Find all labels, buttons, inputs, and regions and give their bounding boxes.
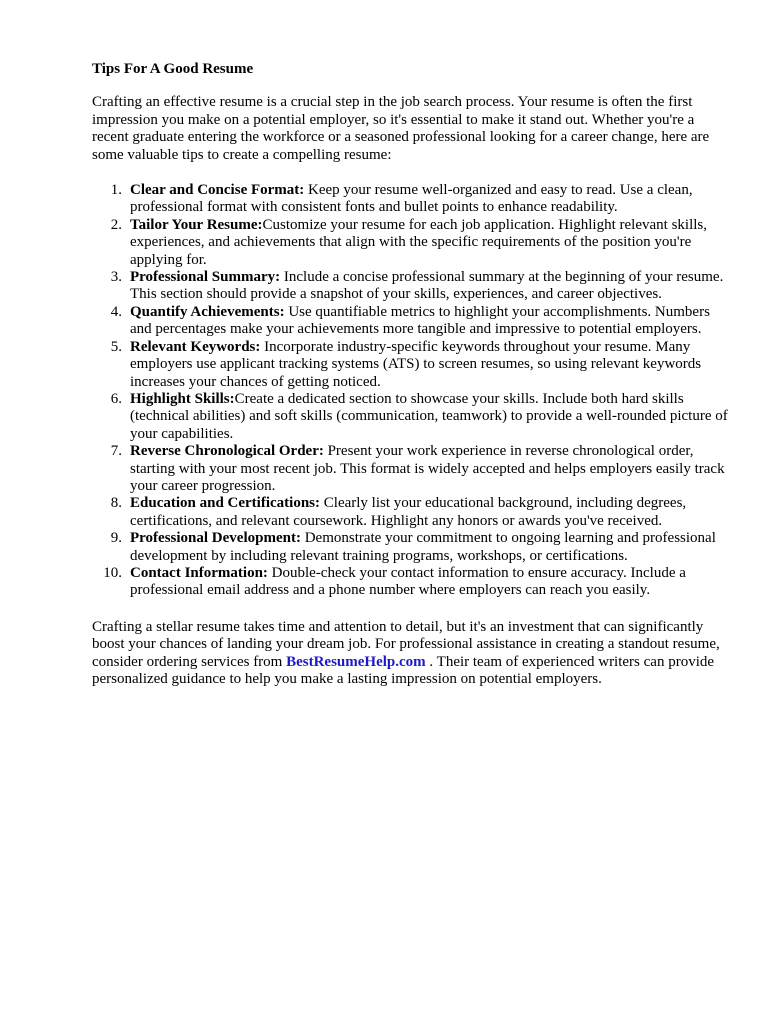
list-number: 9. <box>110 530 122 547</box>
intro-paragraph: Crafting an effective resume is a crucial step in the job search process. Your resume is often the first impression you make on a potential employer, so it's essential to make it stand out. Whether you're a recent graduate entering the workforce or a seasoned professional looking for a career change, here are some valuable tips to create a compelling resume: <box>92 94 710 163</box>
list-number: 8. <box>110 495 122 512</box>
tips-list <box>92 182 728 600</box>
tip-heading: Relevant Keywords: <box>130 338 261 355</box>
tip-body: Customize your resume for each job application. Highlight relevant skills, experiences, and achievements that align with the specific requirements of the position you're applying for. <box>130 216 707 268</box>
tip-heading: Education and Certifications: <box>130 495 321 512</box>
tip-body: Clearly list your educational background, including degrees, certifications, and relevant coursework. Highlight any honors or awards you've received. <box>130 495 687 529</box>
list-item <box>92 339 728 391</box>
tip-heading: Highlight Skills: <box>130 390 235 407</box>
document-title: Tips For A Good Resume <box>92 61 254 77</box>
list-number: 6. <box>110 390 122 407</box>
list-item <box>92 443 728 495</box>
tip-body: Demonstrate your commitment to ongoing learning and professional development by including relevant training programs, workshops, or certifications. <box>130 530 716 564</box>
tip-body: Keep your resume well-organized and easy to read. Use a clean, professional format with consistent fonts and bullet points to enhance readability. <box>130 182 693 216</box>
list-item <box>92 495 728 530</box>
list-item <box>92 269 728 304</box>
list-item <box>92 217 728 269</box>
list-item <box>92 182 728 217</box>
tip-heading: Clear and Concise Format: <box>130 182 305 199</box>
list-number: 1. <box>110 182 122 199</box>
list-item <box>92 530 728 565</box>
tip-body: Create a dedicated section to showcase your skills. Include both hard skills (technical abilities) and soft skills (communication, teamwork) to provide a well-rounded picture of your capabilities. <box>130 390 728 442</box>
tip-body: Include a concise professional summary at the beginning of your resume. This section should provide a snapshot of your skills, experiences, and career objectives. <box>130 269 724 303</box>
list-item <box>92 565 728 600</box>
list-number: 10. <box>103 564 122 581</box>
list-number: 2. <box>110 216 122 233</box>
closing-paragraph <box>92 619 728 689</box>
tip-body: Use quantifiable metrics to highlight your accomplishments. Numbers and percentages make your achievements more tangible and impressive to potential employers. <box>130 303 710 338</box>
closing-text-before: Crafting a stellar resume takes time and attention to detail, but it's an investment that can significantly boost your chances of landing your dream job. For professional assistance in creating a standout resume, consider ordering services from <box>92 618 720 670</box>
list-item <box>92 304 728 339</box>
tip-heading: Contact Information: <box>130 564 268 581</box>
tip-heading: Quantify Achievements: <box>130 303 285 320</box>
tip-heading: Professional Summary: <box>130 269 281 286</box>
list-number: 5. <box>110 338 122 355</box>
tip-heading: Reverse Chronological Order: <box>130 443 324 460</box>
tip-heading: Professional Development: <box>130 530 301 547</box>
list-item <box>92 391 728 443</box>
list-number: 4. <box>110 303 122 320</box>
tip-body: Incorporate industry-specific keywords throughout your resume. Many employers use applicant tracking systems (ATS) to screen resumes, so using relevant keywords increases your chances of getting noticed. <box>130 338 702 390</box>
tip-heading: Tailor Your Resume: <box>130 216 263 233</box>
bestresumehelp-link[interactable]: BestResumeHelp.com <box>286 653 426 670</box>
list-number: 3. <box>110 269 122 286</box>
tip-body: Double-check your contact information to ensure accuracy. Include a professional email address and a phone number where employers can reach you easily. <box>130 564 686 599</box>
closing-text-after: . Their team of experienced writers can provide personalized guidance to help you make a lasting impression on potential employers. <box>92 653 715 687</box>
tip-body: Present your work experience in reverse chronological order, starting with your most recent job. This format is widely accepted and helps employers easily track your career progression. <box>130 443 725 494</box>
list-number: 7. <box>110 443 122 460</box>
